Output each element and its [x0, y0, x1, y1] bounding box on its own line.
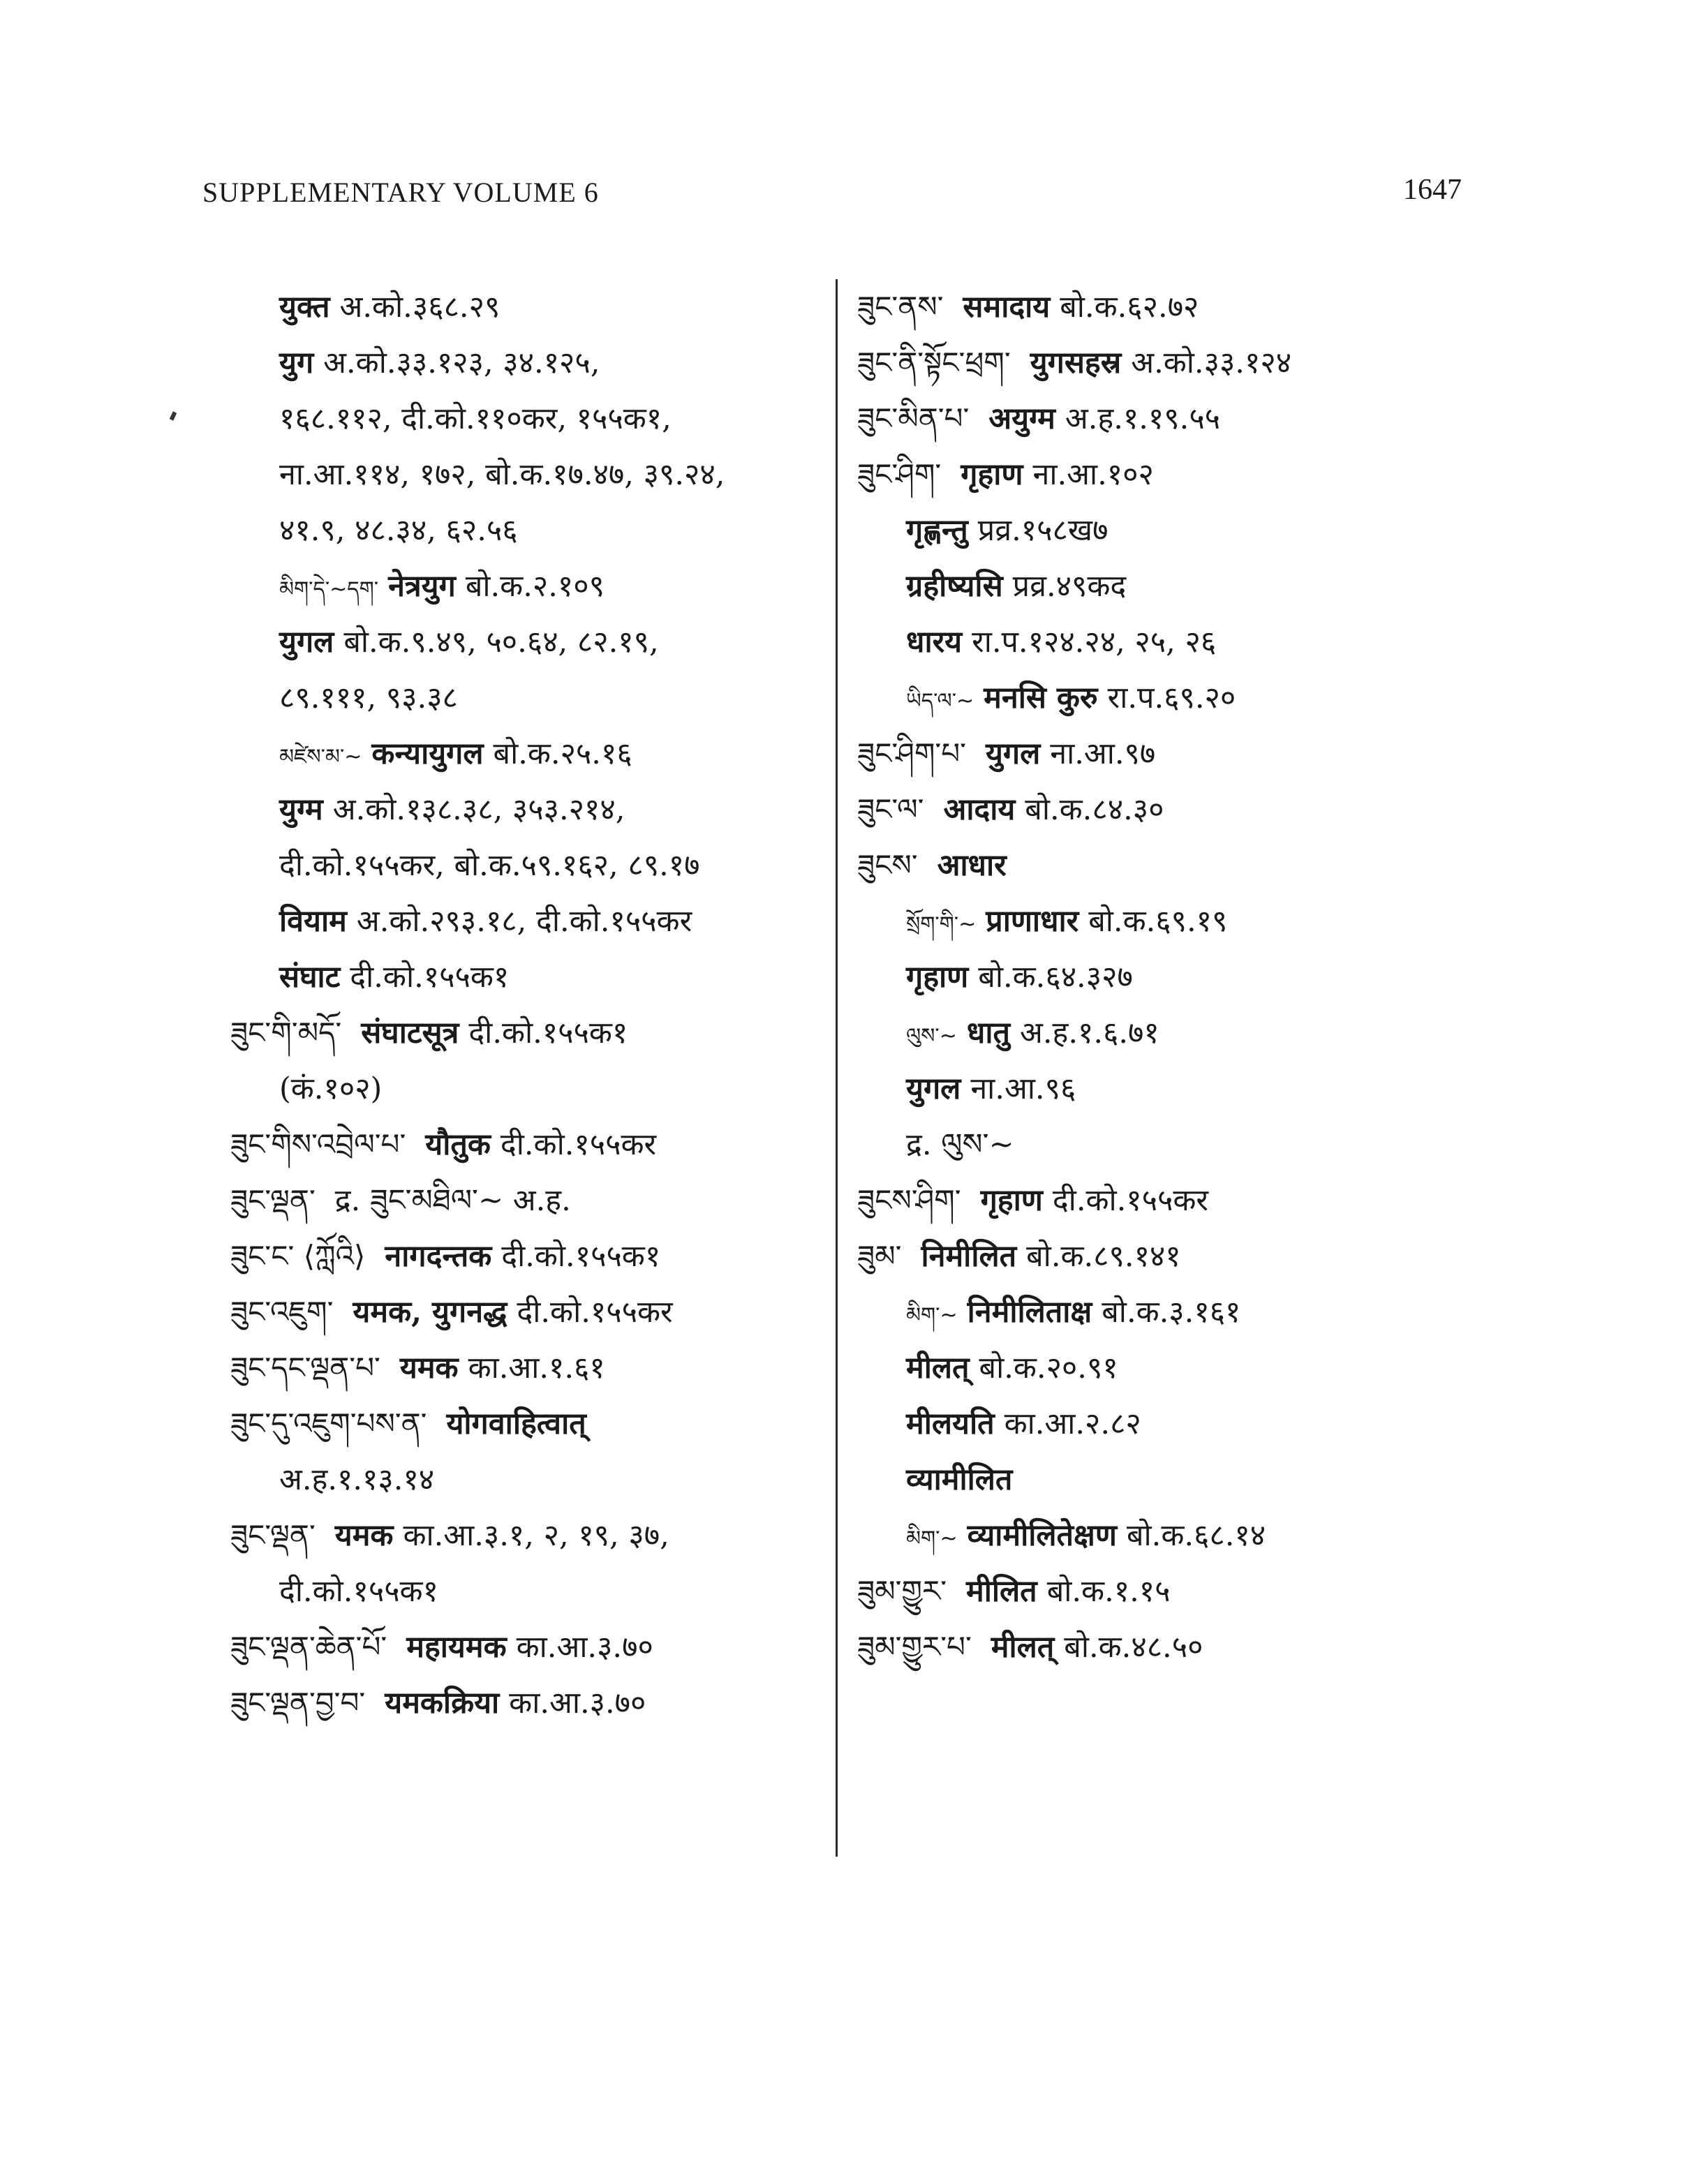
source-reference: ना.आ.१०२ [1032, 457, 1154, 492]
source-reference: अ.ह.१.१९.५५ [1065, 401, 1221, 436]
source-reference: द्र. ཟུང་མཐིལ་~ अ.ह. [334, 1183, 571, 1218]
source-reference: का.आ.३.७० [509, 1686, 646, 1721]
tibetan-headword: ཟུང་ལྡན་ [230, 1518, 316, 1552]
tibetan-compound: མིག་~ [906, 1526, 958, 1551]
sanskrit-equivalent: आधार [937, 848, 1007, 883]
source-reference: प्रव्र.४९कद [1012, 569, 1127, 604]
tibetan-compound: མཛེས་མ་~ [279, 745, 362, 769]
source-reference: का.आ.१.६१ [468, 1351, 605, 1386]
left-column [230, 279, 824, 1731]
entry-sub-line [857, 1452, 1485, 1508]
entry-headword-line [230, 1228, 824, 1284]
source-reference: ना.आ.९७ [1050, 736, 1156, 771]
sanskrit-equivalent: योगवाहित्वात् [446, 1406, 586, 1441]
tibetan-compound: མིག་དེ་~དག་ [279, 577, 379, 602]
sanskrit-equivalent: यमक [399, 1351, 459, 1386]
source-reference: दी.को.१५५कर, बो.क.५९.१६२, ८९.१७ [279, 848, 700, 883]
source-reference: बो.क.९.४९, ५०.६४, ८२.१९, [343, 625, 659, 660]
sanskrit-equivalent: युगल [906, 1071, 961, 1106]
source-reference: बो.क.४८.५० [1064, 1630, 1203, 1665]
entry-headword-line [230, 1508, 824, 1563]
sanskrit-equivalent: समादाय [963, 290, 1051, 325]
tibetan-headword: ཟུང་ཤིག་པ་ [857, 736, 966, 771]
source-reference: १६८.११२, दी.को.११०कर, १५५क१, [279, 401, 672, 436]
source-reference: अ.को.३३.१२४ [1131, 346, 1292, 380]
entry-sub-line [857, 503, 1485, 558]
sanskrit-equivalent: युक्त [279, 290, 330, 325]
entry-headword-line [857, 1563, 1485, 1619]
sanskrit-equivalent: वियाम [279, 904, 347, 939]
source-reference: का.आ.३.७० [516, 1630, 653, 1665]
sanskrit-equivalent: यौतुक [425, 1127, 491, 1162]
entry-headword-line [230, 1005, 824, 1061]
entry-sub-line [857, 1396, 1485, 1452]
entry-sub-line [230, 279, 824, 335]
source-reference: बो.क.८९.१४१ [1026, 1239, 1181, 1274]
entry-sub-line [230, 838, 824, 893]
source-reference: बो.क.८४.३० [1025, 792, 1164, 827]
tibetan-headword: ཟུང་གི་མདོ་ [230, 1016, 342, 1050]
tibetan-headword: ཟུང་མིན་པ་ [857, 401, 970, 436]
entry-sub-line [857, 558, 1485, 614]
entry-sub-line [230, 503, 824, 558]
sanskrit-equivalent: संघाटसूत्र [361, 1016, 459, 1050]
entry-sub-line [230, 949, 824, 1005]
entry-sub-line [857, 1508, 1485, 1563]
margin-mark [170, 411, 177, 420]
source-reference: दी.को.१५५क१ [350, 960, 510, 995]
sanskrit-equivalent: मीलत् [991, 1630, 1055, 1665]
page-number: 1647 [1403, 174, 1462, 206]
source-reference: बो.क.६४.३२७ [978, 960, 1133, 995]
tibetan-headword: ཟུམ་ [857, 1239, 902, 1273]
sanskrit-equivalent: युग्म [279, 792, 323, 827]
entry-sub-line [857, 1005, 1485, 1061]
sanskrit-equivalent: युगल [985, 736, 1041, 771]
source-reference: का.आ.३.१, २, १९, ३७, [403, 1518, 669, 1553]
entry-sub-line [230, 558, 824, 614]
sanskrit-equivalent: युगल [279, 625, 334, 660]
tibetan-headword: ཟུང་ལ་ [857, 792, 924, 826]
sanskrit-equivalent: अयुग्म [988, 401, 1055, 436]
entry-headword-line [230, 1284, 824, 1340]
entry-headword-line [230, 1340, 824, 1396]
source-reference: अ.को.२९३.१८, दी.को.१५५कर [356, 904, 692, 939]
entry-headword-line [857, 782, 1485, 838]
tibetan-headword: ཟུང་ལྡན་བྱ་བ་ [230, 1686, 366, 1720]
source-reference: रा.प.६९.२० [1107, 681, 1236, 715]
column-rule [836, 279, 838, 1857]
source-reference: दी.को.१५५कर [1052, 1183, 1209, 1218]
sanskrit-equivalent: प्राणाधार [986, 904, 1079, 939]
entry-headword-line [230, 1396, 824, 1452]
sanskrit-equivalent: गृह्णन्तु [906, 513, 968, 548]
source-reference: बो.क.६९.१९ [1088, 904, 1228, 939]
entry-headword-line [857, 726, 1485, 782]
tibetan-compound: ལུས་~ [906, 1024, 957, 1048]
source-reference: बो.क.१.१५ [1046, 1574, 1171, 1609]
tibetan-headword: ཟུང་ལྡན་ [230, 1183, 316, 1217]
source-reference: अ.को.३६८.२९ [339, 290, 501, 325]
tibetan-headword: ཟུང་དུ་འཇུག་པས་ན་ [230, 1406, 427, 1441]
sanskrit-equivalent: नेत्रयुग [388, 569, 456, 604]
sanskrit-equivalent: कन्यायुगल [371, 736, 484, 771]
source-reference: दी.को.१५५क१ [501, 1239, 661, 1274]
source-reference: बो.क.२०.९१ [979, 1351, 1118, 1386]
source-reference: ना.आ.९६ [970, 1071, 1076, 1106]
sanskrit-equivalent: गृहाण [906, 960, 969, 995]
right-column [857, 279, 1485, 1675]
entry-sub-line [857, 1061, 1485, 1117]
entry-sub-line [857, 1117, 1485, 1173]
source-reference: दी.को.१५५कर [500, 1127, 657, 1162]
sanskrit-equivalent: गृहाण [961, 457, 1023, 492]
sanskrit-equivalent: महायमक [406, 1630, 507, 1665]
source-reference: बो.क.६२.७२ [1060, 290, 1199, 325]
entry-headword-line [857, 1619, 1485, 1675]
source-reference: बो.क.३.१६१ [1102, 1295, 1241, 1330]
sanskrit-equivalent: मीलत् [906, 1351, 970, 1386]
entry-headword-line [857, 335, 1485, 391]
sanskrit-equivalent: धारय [906, 625, 963, 660]
entry-headword-line [230, 1619, 824, 1675]
entry-headword-line [230, 1117, 824, 1173]
entry-sub-line [230, 1563, 824, 1619]
source-reference: का.आ.२.८२ [1004, 1406, 1141, 1441]
entry-sub-line [857, 1284, 1485, 1340]
entry-sub-line [230, 1061, 824, 1117]
source-reference: अ.को.३३.१२३, ३४.१२५, [323, 346, 600, 380]
entry-sub-line [230, 391, 824, 447]
tibetan-headword: ཟུམ་གྱུར་ [857, 1574, 947, 1608]
tibetan-headword: ཟུང་ནས་ [857, 290, 944, 324]
tibetan-headword: ཟུང་འཇུག་ [230, 1295, 334, 1329]
entry-headword-line [230, 1675, 824, 1731]
sanskrit-equivalent: युग [279, 346, 314, 380]
tibetan-headword: ཟུང་གིས་འབྲེལ་པ་ [230, 1127, 406, 1161]
entry-headword-line [857, 447, 1485, 503]
source-reference: (कं.१०२) [279, 1071, 383, 1106]
tibetan-compound: མིག་~ [906, 1303, 958, 1328]
sanskrit-equivalent: मीलित [966, 1574, 1037, 1609]
source-reference: द्र. ལུས་~ [906, 1127, 1014, 1162]
source-reference: ८९.१११, ९३.३८ [279, 681, 458, 715]
sanskrit-equivalent: व्यामीलित [906, 1462, 1013, 1497]
source-reference: अ.को.१३८.३८, ३५३.२१४, [332, 792, 625, 827]
entry-sub-line [230, 670, 824, 726]
sanskrit-equivalent: आदाय [943, 792, 1016, 827]
entry-sub-line [857, 614, 1485, 670]
tibetan-compound: ཡིད་ལ་~ [906, 689, 974, 713]
sanskrit-equivalent: धातु [966, 1016, 1010, 1050]
tibetan-headword: ཟུམ་གྱུར་པ་ [857, 1630, 972, 1664]
entry-sub-line [857, 1340, 1485, 1396]
entry-sub-line [857, 893, 1485, 949]
sanskrit-equivalent: मनसि कुरु [984, 681, 1098, 715]
sanskrit-equivalent: गृहाण [980, 1183, 1043, 1218]
entry-headword-line [857, 1173, 1485, 1228]
sanskrit-equivalent: निमीलिताक्ष [967, 1295, 1092, 1330]
entry-sub-line [230, 335, 824, 391]
sanskrit-equivalent: निमीलित [921, 1239, 1017, 1274]
tibetan-compound: སྲོག་གི་~ [906, 912, 977, 937]
tibetan-headword: ཟུང་ནི་སྟོང་ཕྲག་ [857, 346, 1011, 380]
entry-sub-line [230, 1452, 824, 1508]
sanskrit-equivalent: व्यामीलितेक्षण [967, 1518, 1117, 1553]
source-reference: अ.ह.१.१३.१४ [279, 1462, 435, 1497]
sanskrit-equivalent: संघाट [279, 960, 341, 995]
source-reference: ना.आ.११४, १७२, बो.क.१७.४७, ३९.२४, [279, 457, 725, 492]
sanskrit-equivalent: ग्रहीष्यसि [906, 569, 1003, 604]
source-reference: बो.क.२.१०९ [465, 569, 605, 604]
entry-headword-line [230, 1173, 824, 1228]
tibetan-headword: ཟུངས་ཤིག་ [857, 1183, 961, 1217]
source-reference: अ.ह.१.६.७१ [1019, 1016, 1159, 1050]
entry-sub-line [230, 726, 824, 782]
running-head: SUPPLEMENTARY VOLUME 6 [202, 177, 599, 208]
entry-sub-line [230, 782, 824, 838]
entry-sub-line [230, 447, 824, 503]
entry-sub-line [857, 670, 1485, 726]
sanskrit-equivalent: यमकक्रिया [385, 1686, 500, 1721]
entry-sub-line [230, 614, 824, 670]
source-reference: दी.को.१५५क१ [468, 1016, 628, 1050]
entry-headword-line [857, 279, 1485, 335]
sanskrit-equivalent: युगसहस्र [1030, 346, 1122, 380]
entry-sub-line [230, 893, 824, 949]
sanskrit-equivalent: यमक, युगनद्ध [353, 1295, 507, 1330]
tibetan-headword: ཟུང་ཤིག་ [857, 457, 942, 491]
source-reference: रा.प.१२४.२४, २५, २६ [972, 625, 1217, 660]
tibetan-headword: ཟུངས་ [857, 848, 918, 882]
tibetan-headword: ཟུང་དང་ལྡན་པ་ [230, 1351, 380, 1385]
source-reference: दी.को.१५५क१ [279, 1574, 438, 1609]
source-reference: बो.क.६८.१४ [1126, 1518, 1266, 1553]
tibetan-headword: ཟུང་ལྡན་ཆེན་པོ་ [230, 1630, 387, 1664]
sanskrit-equivalent: मीलयति [906, 1406, 995, 1441]
entry-headword-line [857, 391, 1485, 447]
source-reference: बो.क.२५.१६ [493, 736, 632, 771]
source-reference: ४१.९, ४८.३४, ६२.५६ [279, 513, 518, 548]
sanskrit-equivalent: यमक [334, 1518, 394, 1553]
entry-headword-line [857, 1228, 1485, 1284]
source-reference: दी.को.१५५कर [517, 1295, 673, 1330]
sanskrit-equivalent: नागदन्तक [385, 1239, 492, 1274]
tibetan-headword: ཟུང་ང་ ⟨ཀློའི⟩ [230, 1239, 366, 1273]
entry-sub-line [857, 949, 1485, 1005]
entry-headword-line [857, 838, 1485, 893]
source-reference: प्रव्र.१५८ख७ [977, 513, 1109, 548]
